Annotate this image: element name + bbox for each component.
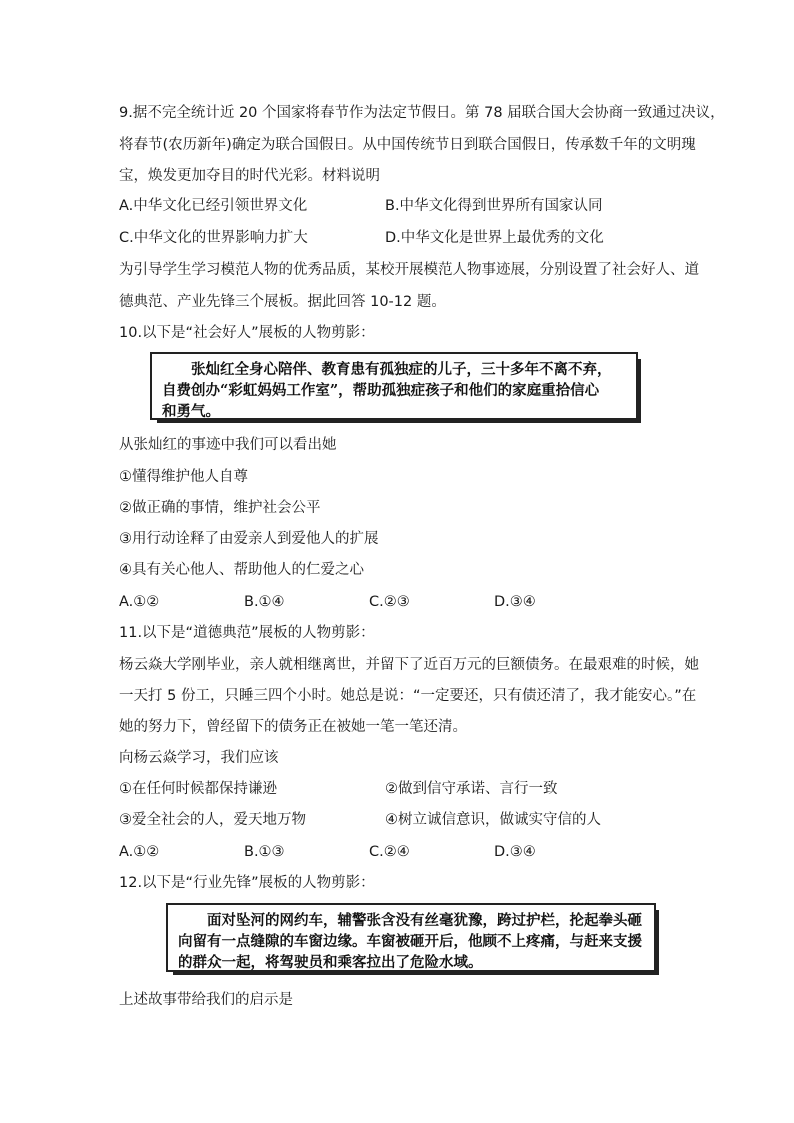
q10-item-4: ④具有关心他人、帮助他人的仁爱之心 [119, 562, 364, 578]
q12-box-line-3: 的群众一起，将驾驶员和乘客拉出了危险水域。 [178, 954, 483, 971]
q11-option-b: B.①③ [244, 844, 285, 860]
q12-box-line-1: 面对坠河的网约车，辅警张含没有丝毫犹豫，跨过护栏，抡起拳头砸 [207, 912, 642, 929]
q11-item-2: ②做到信守承诺、言行一致 [385, 781, 558, 797]
q11-item-1: ①在任何时候都保持谦逊 [119, 781, 277, 797]
q9-stem-line-1: 9.据不完全统计近 20 个国家将春节作为法定节假日。第 78 届联合国大会协商一致通过决议， [119, 105, 725, 121]
q11-option-d: D.③④ [494, 844, 536, 860]
q10-box-line-3: 和勇气。 [162, 403, 220, 420]
q11-question: 向杨云焱学习，我们应该 [119, 750, 279, 766]
q11-item-3: ③爱全社会的人，爱天地万物 [119, 812, 306, 828]
q12-story-box [166, 903, 656, 972]
intro-line-2: 德典范、产业先锋三个展板。据此回答 10-12 题。 [119, 294, 446, 310]
q9-stem-line-3: 宝，焕发更加夺目的时代光彩。材料说明 [119, 168, 380, 184]
q11-item-4: ④树立诚信意识，做诚实守信的人 [385, 812, 601, 828]
q9-option-c: C.中华文化的世界影响力扩大 [119, 230, 308, 246]
q10-story-box [150, 352, 638, 420]
q10-item-1: ①懂得维护他人自尊 [119, 469, 248, 485]
q10-option-a: A.①② [119, 594, 160, 610]
q9-option-a: A.中华文化已经引领世界文化 [119, 198, 308, 214]
q11-text-line-1: 杨云焱大学刚毕业，亲人就相继离世，并留下了近百万元的巨额债务。在最艰难的时候，她 [119, 657, 699, 673]
q10-item-3: ③用行动诠释了由爱亲人到爱他人的扩展 [119, 531, 379, 547]
q10-question: 从张灿红的事迹中我们可以看出她 [119, 437, 337, 453]
q9-option-b: B.中华文化得到世界所有国家认同 [385, 198, 603, 214]
q11-stem: 11.以下是“道德典范”展板的人物剪影： [119, 625, 375, 641]
q12-box-line-2: 向留有一点缝隙的车窗边缘。车窗被砸开后，他顾不上疼痛，与赶来支援 [178, 933, 642, 950]
intro-line-1: 为引导学生学习模范人物的优秀品质，某校开展模范人物事迹展，分别设置了社会好人、道 [119, 262, 699, 278]
q10-item-2: ②做正确的事情，维护社会公平 [119, 500, 321, 516]
q11-option-c: C.②④ [369, 844, 410, 860]
q10-box-line-1: 张灿红全身心陪伴、教育患有孤独症的儿子，三十多年不离不弃， [191, 361, 612, 378]
q10-option-c: C.②③ [369, 594, 410, 610]
q9-stem-line-2: 将春节(农历新年)确定为联合国假日。从中国传统节日到联合国假日，传承数千年的文明瑰 [119, 137, 696, 153]
q12-question: 上述故事带给我们的启示是 [119, 992, 293, 1008]
q9-option-d: D.中华文化是世界上最优秀的文化 [385, 230, 604, 246]
q10-option-b: B.①④ [244, 594, 285, 610]
q10-stem: 10.以下是“社会好人”展板的人物剪影： [119, 325, 375, 341]
q10-option-d: D.③④ [494, 594, 536, 610]
q10-box-line-2: 自费创办“彩虹妈妈工作室”，帮助孤独症孩子和他们的家庭重拾信心 [162, 382, 600, 399]
q11-option-a: A.①② [119, 844, 160, 860]
q11-text-line-2: 一天打 5 份工，只睡三四个小时。她总是说：“一定要还，只有债还清了，我才能安心。”在 [119, 688, 697, 704]
q12-stem: 12.以下是“行业先锋”展板的人物剪影： [119, 875, 375, 891]
q11-text-line-3: 她的努力下，曾经留下的债务正在被她一笔一笔还清。 [119, 719, 467, 735]
